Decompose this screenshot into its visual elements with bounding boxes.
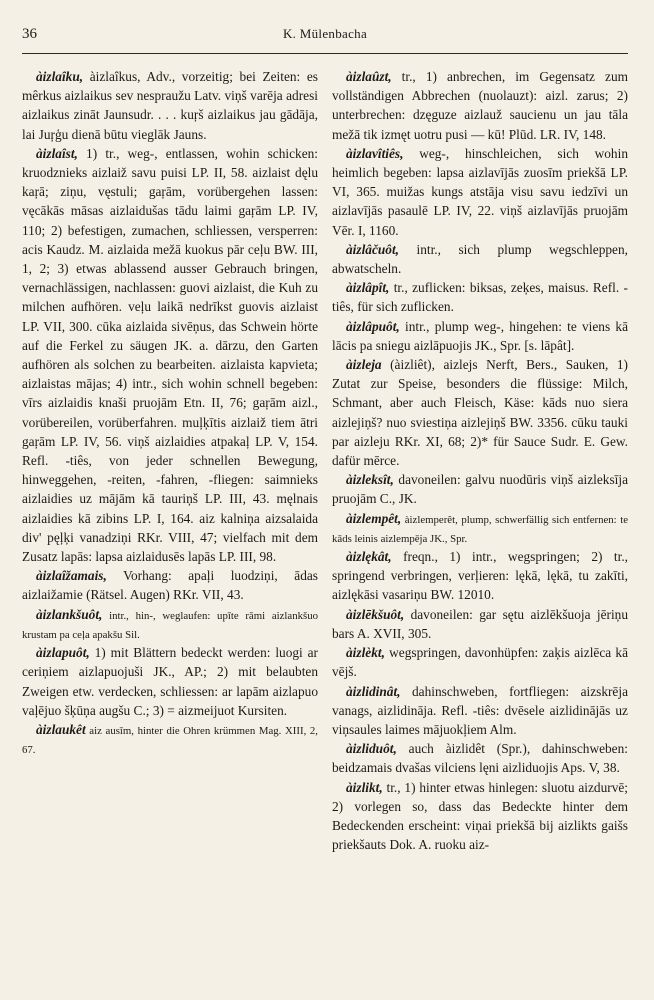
entry-headword: àizleksît, <box>346 472 394 488</box>
entry-headword: àizlapuôt, <box>36 645 90 661</box>
entry-definition: (àizliêt), aizlejs Nerft, Bers., Sauken, 1) Zutat zur Speise, besonders die flüssige: Milch, Schmant, aber auch Fleisch, Käse: kāds nuo siera aizlejiņš? nuo sviestiņa aizlejiņš BW. 3356. cūku tauki par aizleju RKr. XI, 68; 2)* für Sauce Sudr. E. Gew. dafür mērce. <box>332 357 628 469</box>
entry-headword: àizlâpît, <box>346 280 390 296</box>
text-columns <box>22 67 628 854</box>
entry-headword: àizlâčuôt, <box>346 241 400 257</box>
dictionary-entry <box>332 144 628 240</box>
entry-definition-small: àizlemperêt, plump, schwerfällig sich entfernen: te kāds leinis aizlempēja JK., Spr. <box>332 513 628 545</box>
entry-headword: àizlankšuôt, <box>36 606 103 622</box>
dictionary-entry <box>332 778 628 855</box>
entry-definition-small: aiz ausīm, hinter die Ohren krümmen Mag. XIII, 2, 67. <box>22 724 318 757</box>
entry-headword: àizlidinât, <box>346 683 401 699</box>
entry-definition: freqn., 1) intr., wegspringen; 2) tr., springend verbringen, verļieren: lękā, lękā, tu zakīti, aizlękāsi vasariņu BW. 12010. <box>332 549 628 603</box>
entry-definition: Vorhang: apaļi luodziņi, ādas aizlaižamie (Rätsel. Augen) RKr. VII, 43. <box>22 568 318 603</box>
running-head: K. Mülenbacha <box>282 26 368 41</box>
dictionary-entry <box>22 720 318 758</box>
dictionary-entry <box>332 355 628 470</box>
entry-headword: àizlękât, <box>346 549 392 565</box>
entry-headword: àizlâpuôt, <box>346 318 400 334</box>
entry-definition: 1) tr., weg-, entlassen, wohin schicken: kruodznieks aizlaiž savu puisi LP. II, 58. aizlaist dęlu kaŗā; ziņu, vęstuli; gaŗām, vorübergehen lassen: vęcākās māsas aizlaidušas tādu laimi gaŗām LP. IV, 110; 2) befestigen, zumachen, schliessen, versperren: acis Kaudz. M. aizlaida mežā kuokus pār ceļu BW. III, 1, 2; 3) etwas ablassend ausser Gebrauch bringen, vernachlässigen, nachlassen: guovi aizlaist, die Kuh zu milchen aufhören. veļu laikā nedrīkst guovis aizlaist LP. VII, 300. cūka aizlaida sivēņus, das Schwein hörte auf die Ferkel zu säugen JK. a. dārzu, den Garten aufhören als solchen zu bearbeiten. aizlaista kapvieta; aizlaistas mājas; 4) intr., sich wohin schnell begeben: vīrs aizlaidis knaši pruojām Etn. II, 76; gaŗām aizl., vorübereilen, vorüberfahren. muļķītis aizlaiž tiem ātri gaŗām LP. IV, 56. viņš aizlaidies atpakaļ LP. V, 154. Refl. -tiês, von jeder schnellen Bewegung, hinweggehen, -reiten, -fahren, -fliegen: saimnieks aizlaidies uz mājām kā tauriņš LP. III, 43. męlnais aizlaidies kā zibins LP. I, 164. aiz kalniņa aizsalaida div' pęļķi vanadziņi RKr. VIII, 47; vielfach mit dem Zusatz lapās: lapsa aizlaidusēs lapās LP. III, 98. <box>22 145 318 565</box>
dictionary-entry <box>22 605 318 643</box>
entry-headword: àizlaûzt, <box>346 69 392 84</box>
entry-definition: weg-, hinschleichen, sich wohin heimlich begeben: lapsa aizlavījās zuosīm priekšā LP. VI, 365. muižas kungs atstāja visu savu iedzīvi un aizlavījās pasaulē LP. IV, 22. viņš aizlavījās pruojām Vēr. I, 1160. <box>332 145 628 238</box>
dictionary-entry <box>332 240 628 278</box>
entry-headword: àizlaîku, <box>36 69 84 84</box>
entry-definition: tr., 1) anbrechen, im Gegensatz zum vollständigen Abbrechen (nuolauzt): aizl. zarus; 2) unterbrechen: dzęguze aizlauž saucienu un jau tāla mežā tik izmęt uotru pusi — kū! Plūd. LR. IV, 148. <box>332 69 628 142</box>
entry-headword: àizlēkšuôt, <box>346 606 405 622</box>
dictionary-entry <box>332 278 628 316</box>
entry-headword: àizlempêt, <box>346 510 402 526</box>
entry-headword: àizlaîst, <box>36 145 78 161</box>
entry-headword: àizlavîtiês, <box>346 145 404 161</box>
dictionary-entry <box>22 566 318 604</box>
entry-headword: àizlèkt, <box>346 645 385 661</box>
page-header <box>22 26 628 54</box>
entry-headword: àizlaîžamais, <box>36 568 107 584</box>
entry-definition: wegspringen, davonhüpfen: zaķis aizlēca kā vējš. <box>332 645 628 680</box>
dictionary-entry <box>332 605 628 643</box>
entry-headword: àizleja <box>346 357 382 373</box>
right-column <box>332 67 628 854</box>
entry-definition: intr., plump weg-, hingehen: te viens kā lācis pa sniegu aizlāpuojis JK., Spr. [s. lāpât]. <box>332 318 628 353</box>
dictionary-entry <box>22 643 318 720</box>
entry-definition: tr., zuflicken: biksas, zeķes, maisus. Refl. -tiês, für sich zuflicken. <box>332 280 628 315</box>
entry-definition: auch àizlidêt (Spr.), dahinschweben: beidzamais dvašas vilciens lęni aizliduojis Aps. V, 38. <box>332 741 628 776</box>
dictionary-entry <box>332 67 628 144</box>
dictionary-entry <box>332 317 628 355</box>
dictionary-entry <box>332 547 628 605</box>
entry-definition-small: intr., hin-, weglaufen: upīte rāmi aizlankšuo krustam pa ceļa apakšu Sil. <box>22 609 318 641</box>
dictionary-entry <box>332 643 628 681</box>
entry-definition: davoneilen: gar sętu aizlēkšuoja jēriņu bars A. XVII, 305. <box>332 606 628 641</box>
entry-headword: àizliduôt, <box>346 741 397 757</box>
entry-definition: àizlaîkus, Adv., vorzeitig; bei Zeiten: es mêrkus aizlaikus sev nespraužu Latv. viņš varēja adresi aizlaikus zināt Jaunsudr. . . . kuŗš aizlaikus jau gādāja, lai Juŗģu dienā būtu vieglāk Jauns. <box>22 69 318 142</box>
entry-definition: tr., 1) hinter etwas hinlegen: sluotu aizdurvē; 2) vorlegen so, dass das Bedeckte hinter dem Bedeckenden erscheint: viņai priekšā bij aizlikts gaišs priekšauts Dok. A. ruoku aiz- <box>332 779 628 853</box>
entry-definition: intr., sich plump wegschleppen, abwatscheln. <box>332 241 628 277</box>
entry-headword: àizlaukêt <box>36 721 86 737</box>
entry-definition: davoneilen: galvu nuodūris viņš aizleksīja pruojām C., JK. <box>332 472 628 507</box>
dictionary-entry <box>332 682 628 740</box>
dictionary-entry <box>332 509 628 547</box>
dictionary-entry <box>332 739 628 777</box>
entry-headword: àizlikt, <box>346 779 383 795</box>
page-number: 36 <box>22 26 37 42</box>
dictionary-entry <box>332 470 628 508</box>
entry-definition: 1) mit Blättern bedeckt werden: luogi ar ceriņiem aizlapuojuši JK., AP.; 2) mit belaubten Zweigen etw. verdecken, schliessen: ar lapām aizlapuo vaļējuo šķūņa augšu C.; 3) = aizmeijuot Kursiten. <box>22 645 318 718</box>
dictionary-entry <box>22 67 318 144</box>
dictionary-entry <box>22 144 318 566</box>
left-column <box>22 67 318 854</box>
entry-definition: dahinschweben, fortfliegen: aizskrēja vanags, aizlidināja. Refl. -tiês: dvēsele aizlidinājās uz viņsaules laimes mājuokļiem Alm. <box>332 683 628 737</box>
